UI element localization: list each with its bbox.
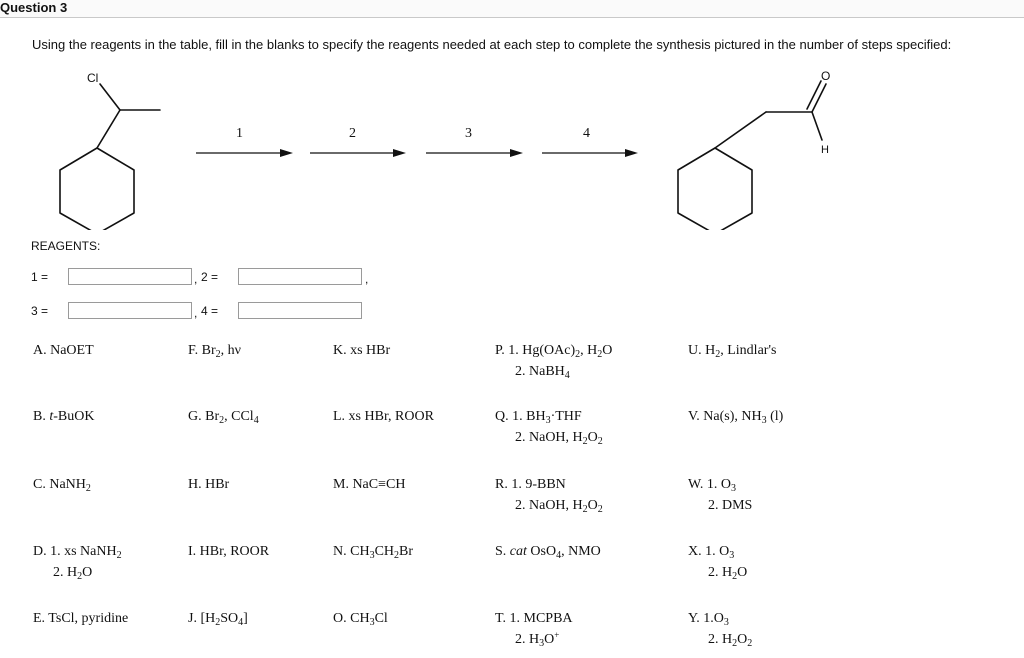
reagent-option-k: K. xs HBr [333, 343, 391, 358]
blank-label-1: 1 = [31, 270, 49, 284]
step-2-input[interactable] [238, 268, 362, 285]
step-4-input[interactable] [238, 302, 362, 319]
step-number-3: 3 [465, 126, 472, 141]
step-number-1: 1 [236, 126, 243, 141]
reagent-option-x: X. 1. $O_3$ 2. $H_2O$ [688, 544, 748, 582]
step-number-4: 4 [583, 126, 590, 141]
reagent-option-g: G. $Br_2$, CCl$_4$ [188, 409, 259, 426]
step-number-2: 2 [349, 126, 356, 141]
reagent-option-n: N. $CH_3CH_2Br$ [333, 544, 414, 561]
reagent-option-i: I. HBr, ROOR [188, 544, 270, 559]
reagent-option-t: T. 1. MCPBA 2. $H_3O^+$ [495, 611, 573, 649]
reagent-option-a: A. NaOET [33, 343, 94, 358]
chlorine-atom-label: Cl [87, 71, 99, 85]
step-3-input[interactable] [68, 302, 192, 319]
blank-separator-3: , [194, 306, 198, 320]
product-structure [678, 81, 826, 230]
reagent-option-m: M. NaC≡CH [333, 477, 406, 492]
reagent-option-p: P. 1. $Hg(OAc)_2$, $H_2O$ 2. NaBH$_4$ [495, 343, 613, 381]
reagent-option-r: R. 1. 9-BBN 2. NaOH, $H_2O_2$ [495, 477, 603, 515]
oxygen-atom-label: O [821, 69, 831, 83]
reagent-option-q: Q. 1. $BH_3\cdot THF$ 2. NaOH, $H_2O_2$ [495, 409, 603, 447]
reagent-option-y: Y. $1.O_3$ 2. $H_2O_2$ [688, 611, 753, 649]
blank-label-3: 3 = [31, 304, 49, 318]
reagent-option-d: D. 1. xs NaNH$_2$ 2. $H_2O$ [33, 544, 122, 582]
hydrogen-atom-label: H [821, 144, 829, 156]
reagent-option-b: B. t-BuOK [33, 409, 95, 424]
reagent-option-u: U. $H_2$, Lindlar's [688, 343, 777, 360]
reagent-option-f: F. $Br_2$, hν [188, 343, 242, 360]
question-title: Question 3 [0, 0, 68, 15]
blank-label-4: 4 = [201, 304, 219, 318]
reagent-option-h: H. HBr [188, 477, 230, 492]
reagent-option-o: O. $CH_3Cl$ [333, 611, 388, 628]
question-prompt: Using the reagents in the table, fill in the blanks to specify the reagents needed at each step to complete the synthesis pictured in the number of steps specified: [32, 37, 952, 52]
blank-label-2: 2 = [201, 270, 219, 284]
reagent-option-v: V. Na(s), $NH_3$ (l) [688, 409, 784, 426]
reagent-option-j: J. $[H_2SO_4]$ [188, 611, 248, 628]
reagent-option-w: W. 1. $O_3$ 2. DMS [688, 477, 753, 513]
blank-separator-2: , [365, 272, 369, 286]
blank-separator-1: , [194, 272, 198, 286]
question-header [0, 0, 1024, 18]
blank-row-2 [0, 302, 400, 322]
reagent-option-s: S. cat OsO$_4$, NMO [495, 544, 601, 561]
synthesis-scheme [0, 60, 1024, 230]
starting-material-structure [60, 84, 160, 230]
reaction-arrows [196, 149, 638, 157]
reagent-option-l: L. xs HBr, ROOR [333, 409, 434, 424]
blank-row-1 [0, 268, 400, 288]
reagents-label: REAGENTS: [31, 239, 101, 253]
step-1-input[interactable] [68, 268, 192, 285]
reagent-option-e: E. TsCl, pyridine [33, 611, 129, 626]
reagent-option-c: C. NaNH$_2$ [33, 477, 91, 494]
